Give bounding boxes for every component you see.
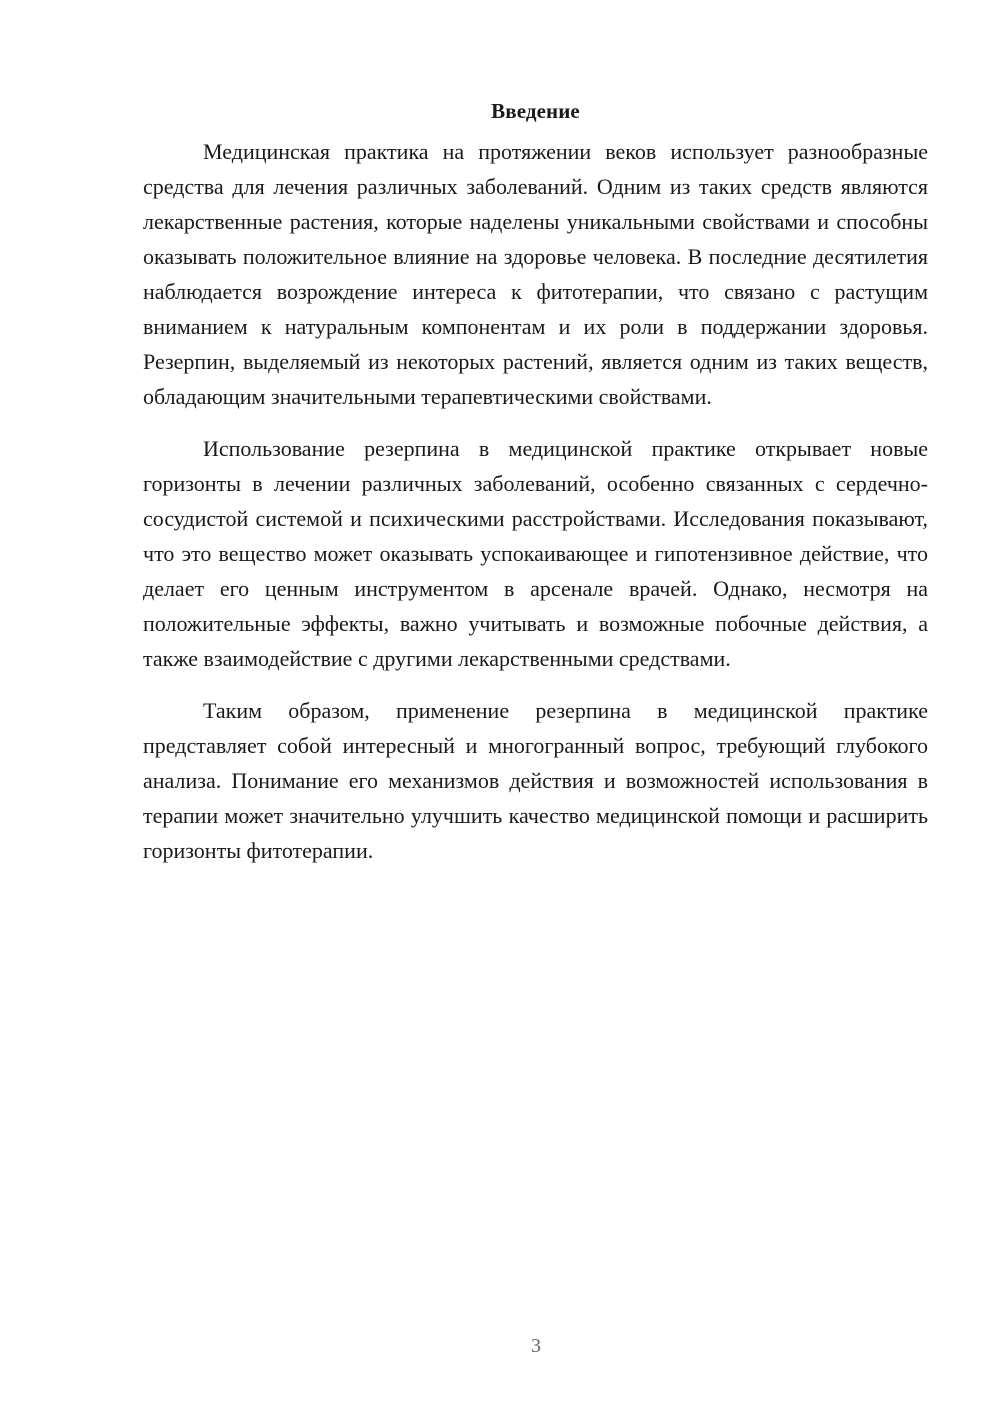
paragraph-1: Медицинская практика на протяжении веков использует разнообразные средства для лечения различных заболеваний. Одним из таких средств являются лекарственные растения, которые наделены уникальными свойствами и способны оказывать положительное влияние на здоровье человека. В последние десятилетия наблюдается возрождение интереса к фитотерапии, что связано с растущим вниманием к натуральным компонентам и их роли в поддержании здоровья. Резерпин, выделяемый из некоторых растений, является одним из таких веществ, обладающим значительными терапевтическими свойствами.: [143, 139, 928, 409]
paragraph-3: Таким образом, применение резерпина в медицинской практике представляет собой интересный и многогранный вопрос, требующий глубокого анализа. Понимание его механизмов действия и возможностей использования в терапии может значительно улучшить качество медицинской помощи и расширить горизонты фитотерапии.: [143, 698, 928, 863]
paragraph-2: Использование резерпина в медицинской практике открывает новые горизонты в лечении различных заболеваний, особенно связанных с сердечно-сосудистой системой и психическими расстройствами. Исследования показывают, что это вещество может оказывать успокаивающее и гипотензивное действие, что делает его ценным инструментом в арсенале врачей. Однако, несмотря на положительные эффекты, важно учитывать и возможные побочные действия, а также взаимодействие с другими лекарственными средствами.: [143, 436, 928, 671]
page-number: 3: [531, 1335, 541, 1357]
page-content: [143, 97, 928, 885]
section-heading: Введение: [491, 99, 580, 123]
